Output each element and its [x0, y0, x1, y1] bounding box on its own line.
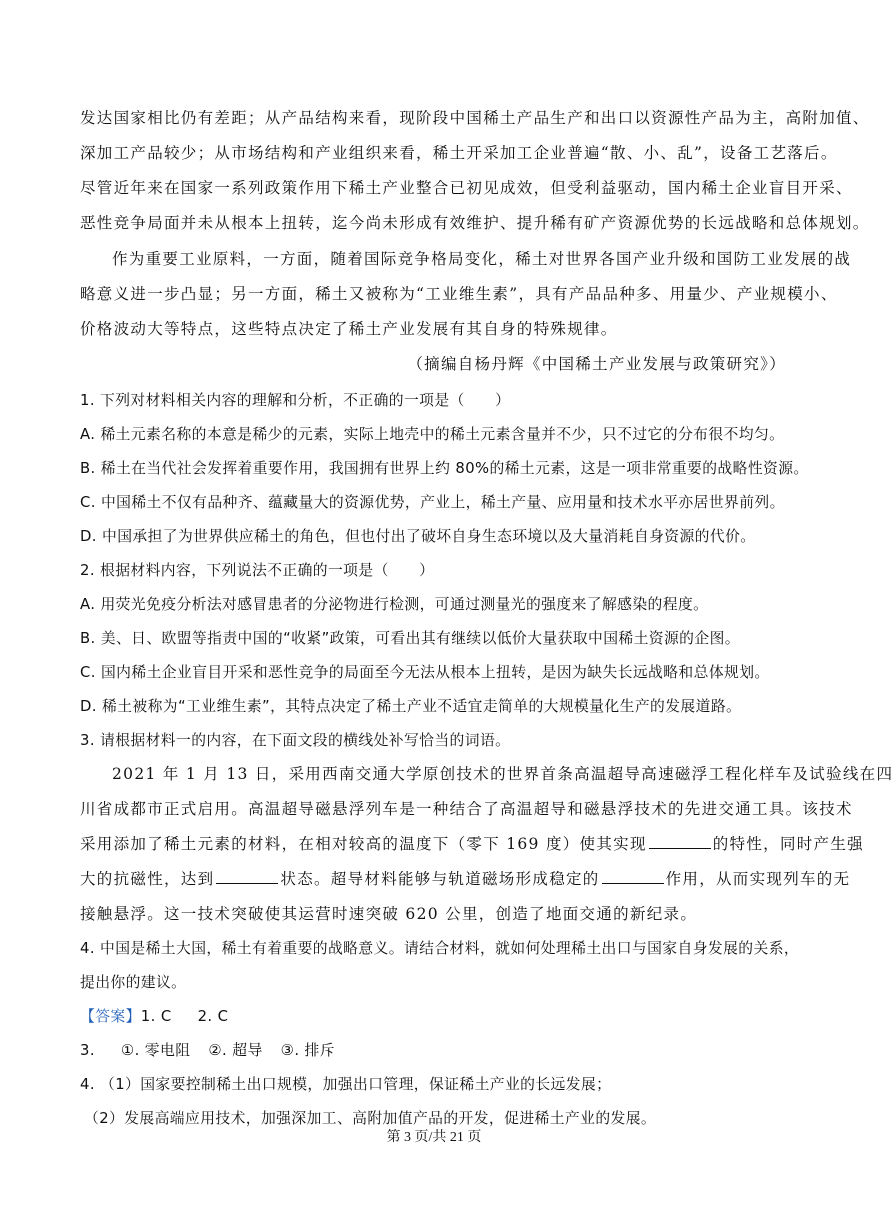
passage-line: 价格波动大等特点，这些特点决定了稀土产业发展有其自身的特殊规律。: [80, 320, 618, 338]
question-3-text-segment: 采用添加了稀土元素的材料，在相对较高的温度下（零下 169 度）使其实现: [80, 835, 647, 853]
question-4-stem: 提出你的建议。: [80, 974, 187, 991]
fill-blank-2[interactable]: [216, 869, 278, 884]
passage-line: 深加工产品较少；从市场结构和产业组织来看，稀土开采加工企业普遍“散、小、乱”，设备工艺落后。: [80, 144, 838, 162]
question-4-stem: 4. 中国是稀土大国，稀土有着重要的战略意义。请结合材料，就如何处理稀土出口与国家自身发展的关系，: [80, 940, 800, 957]
question-1-option-a: A. 稀土元素名称的本意是稀少的元素，实际上地壳中的稀土元素含量并不少，只不过它的分布很不均匀。: [80, 426, 785, 443]
question-2-option-a: A. 用荧光免疫分析法对感冒患者的分泌物进行检测，可通过测量光的强度来了解感染的程度。: [80, 596, 709, 613]
question-3-stem: 3. 请根据材料一的内容，在下面文段的横线处补写恰当的词语。: [80, 732, 511, 749]
question-3-text-line: [80, 867, 851, 889]
question-1-option-d: D. 中国承担了为世界供应稀土的角色，但也付出了破坏自身生态环境以及大量消耗自身资源的代价。: [80, 528, 756, 545]
answer-3-number: 3.: [80, 1042, 95, 1059]
question-3-text-line: 接触悬浮。这一技术突破使其运营时速突破 620 公里，创造了地面交通的新纪录。: [80, 905, 698, 923]
answer-3-item: ②. 超导: [208, 1042, 263, 1059]
question-3-text-segment: 的特性，同时产生强: [712, 835, 864, 853]
passage-line: 恶性竞争局面并未从根本上扭转，迄今尚未形成有效维护、提升稀有矿产资源优势的长远战略和总体规划。: [80, 214, 870, 232]
fill-blank-3[interactable]: [602, 869, 664, 884]
passage-line: 尽管近年来在国家一系列政策作用下稀土产业整合已初见成效，但受利益驱动，国内稀土企业盲目开采、: [80, 179, 853, 197]
answer-1: 1. C: [140, 1008, 172, 1025]
answer-3-item: ③. 排斥: [280, 1042, 335, 1059]
passage-line: 略意义进一步凸显；另一方面，稀土又被称为“工业维生素”，具有产品品种多、用量少、产业规模小、: [80, 285, 838, 303]
question-1-option-b: B. 稀土在当代社会发挥着重要作用，我国拥有世界上约 80%的稀土元素，这是一项非常重要的战略性资源。: [80, 460, 809, 477]
question-2-option-c: C. 国内稀土企业盲目开采和恶性竞争的局面至今无法从根本上扭转，是因为缺失长远战略和总体规划。: [80, 664, 770, 681]
answer-4-line: （2）发展高端应用技术，加强深加工、高附加值产品的开发，促进稀土产业的发展。: [84, 1110, 657, 1127]
question-3-text-segment: 大的抗磁性，达到: [80, 870, 215, 888]
question-1-stem: 1. 下列对材料相关内容的理解和分析，不正确的一项是（ ）: [80, 392, 511, 409]
answer-line: [80, 1005, 792, 1026]
question-3-text-line: [80, 832, 864, 854]
answer-3-line: [80, 1039, 792, 1060]
answer-3-item: ①. 零电阻: [120, 1042, 191, 1059]
question-3-text-segment: 作用，从而实现列车的无: [665, 870, 851, 888]
fill-blank-1[interactable]: [649, 834, 711, 849]
question-1-option-c: C. 中国稀土不仅有品种齐、蕴藏量大的资源优势，产业上，稀土产量、应用量和技术水平亦居世界前列。: [80, 494, 785, 511]
question-2-stem: 2. 根据材料内容，下列说法不正确的一项是（ ）: [80, 562, 435, 579]
passage-line: 发达国家相比仍有差距；从产品结构来看，现阶段中国稀土产品生产和出口以资源性产品为主，高附加值、: [80, 109, 870, 127]
answer-4-line: 4. （1）国家要控制稀土出口规模，加强出口管理，保证稀土产业的长远发展；: [80, 1076, 612, 1093]
question-2-option-d: D. 稀土被称为“工业维生素”，其特点决定了稀土产业不适宜走简单的大规模量化生产的发展道路。: [80, 698, 742, 715]
question-3-text-line: 2021 年 1 月 13 日，采用西南交通大学原创技术的世界首条高温超导高速磁浮工程化样车及试验线在四: [112, 765, 893, 783]
question-2-option-b: B. 美、日、欧盟等指责中国的“收紧”政策，可看出其有继续以低价大量获取中国稀土资源的企图。: [80, 630, 740, 647]
answer-tag: 【答案】: [80, 1008, 141, 1025]
passage-line: 作为重要工业原料，一方面，随着国际竞争格局变化，稀土对世界各国产业升级和国防工业发展的战: [112, 250, 852, 268]
answer-2: 2. C: [197, 1008, 229, 1025]
question-3-text-line: 川省成都市正式启用。高温超导磁悬浮列车是一种结合了高温超导和磁悬浮技术的先进交通工具。该技术: [80, 800, 853, 818]
passage-source: （摘编自杨丹辉《中国稀土产业发展与政策研究》）: [407, 355, 786, 373]
page-number: 第 3 页/共 21 页: [386, 1130, 482, 1145]
question-3-text-segment: 状态。超导材料能够与轨道磁场形成稳定的: [280, 870, 600, 888]
